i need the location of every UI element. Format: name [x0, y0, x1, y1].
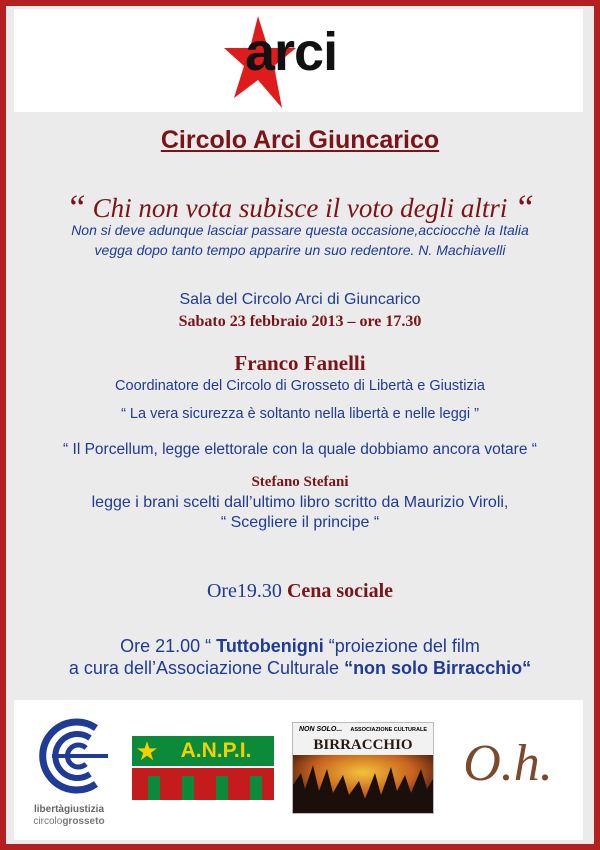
birracchio-logo [292, 722, 434, 814]
page-title: Circolo Arci Giuncarico [160, 126, 440, 154]
film-line-2 [0, 658, 600, 679]
speaker-role: Coordinatore del Circolo di Grosseto di Libertà e Giustizia [115, 378, 485, 394]
lg-circolo-word: circolo [33, 816, 63, 827]
flag-stripe [148, 776, 160, 800]
birracchio-title: BIRRACCHIO [313, 737, 413, 753]
crowd-hands-icon [293, 755, 433, 813]
machiavelli-citation [0, 220, 600, 260]
flag-stripe [250, 776, 262, 800]
film-title: Tuttobenigni [216, 636, 324, 656]
arci-logo: arci [245, 22, 338, 82]
citation-line-1: Non si deve adunque lasciar passare questa occasione,acciocchè la Italia [71, 222, 529, 238]
reader-line-2: “ Scegliere il principe “ [220, 514, 380, 531]
talk-title-1: “ La vera sicurezza è soltanto nella libertà e nelle leggi ” [121, 406, 479, 422]
lg-name: libertàgiustizia [33, 804, 104, 815]
association-name: “non solo Birracchio“ [344, 658, 532, 678]
talk-title-2: “ Il Porcellum, legge elettorale con la quale dobbiamo ancora votare “ [63, 441, 537, 458]
flag-stripe [182, 776, 194, 800]
open-quote: “ [65, 187, 86, 227]
film-line-1 [0, 636, 600, 657]
flag-stripe [216, 776, 228, 800]
lg-circolo [26, 816, 112, 827]
reader-name: Stefano Stefani [251, 474, 349, 490]
film-time: Ore 21.00 “ [120, 636, 217, 656]
dinner [0, 580, 600, 603]
quote-text: Chi non vota subisce il voto degli altri [85, 193, 515, 223]
birracchio-nonsolo: NON SOLO... [299, 726, 343, 733]
anpi-text: A.N.P.I. [180, 739, 252, 762]
film-organizer: a cura dell’Associazione Culturale [68, 658, 345, 678]
dinner-label: Cena sociale [286, 580, 394, 602]
venue: Sala del Circolo Arci di Giuncarico [179, 291, 421, 308]
oh-logo [462, 720, 554, 816]
close-quote: “ [514, 187, 535, 227]
reader-line-1: legge i brani scelti dall’ultimo libro scritto da Maurizio Viroli, [91, 494, 509, 511]
film-desc: “proiezione del film [323, 636, 480, 656]
lg-arcs-icon [26, 706, 112, 802]
citation-line-2: vegga dopo tanto tempo apparire un suo redentore. N. Machiavelli [94, 242, 506, 258]
dinner-time: Ore19.30 [206, 580, 287, 602]
speaker-name: Franco Fanelli [234, 351, 366, 375]
oh-text: O.h. [463, 735, 553, 792]
anpi-logo [132, 736, 274, 800]
birracchio-assoc: ASSOCIAZIONE CULTURALE [350, 727, 427, 733]
liberta-giustizia-logo [26, 706, 112, 830]
star-icon: ★ [135, 736, 159, 766]
lg-city: grosseto [62, 816, 105, 827]
event-date: Sabato 23 febbraio 2013 – ore 17.30 [178, 313, 422, 330]
